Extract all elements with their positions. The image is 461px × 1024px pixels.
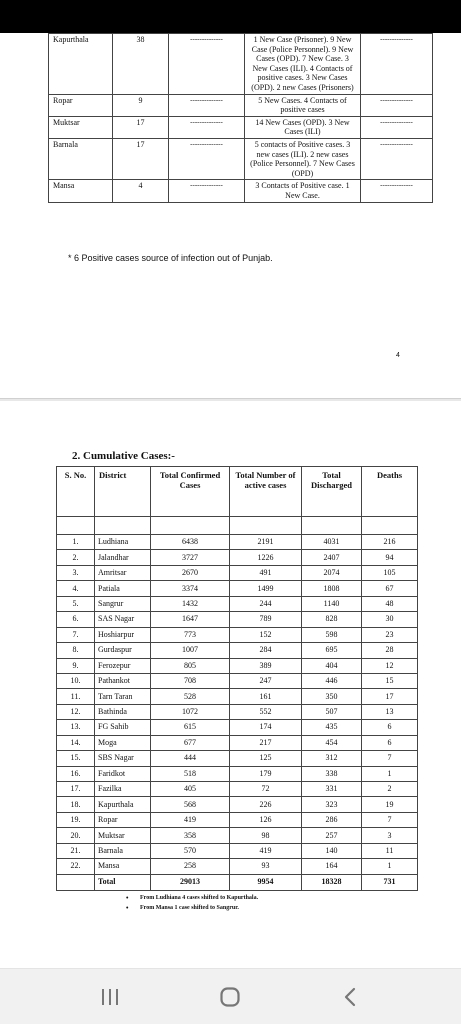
district-cell: Bathinda <box>95 704 151 719</box>
count-cell: 17 <box>113 116 169 138</box>
table-row <box>57 581 418 596</box>
page-number: 4 <box>396 352 400 359</box>
count-cell: 9 <box>113 94 169 116</box>
table-row <box>57 828 418 843</box>
blank-cell: -------------- <box>169 94 245 116</box>
header-district: District <box>95 467 151 517</box>
confirmed-cell: 570 <box>151 843 230 858</box>
table-row <box>49 34 433 95</box>
sno-cell: 14. <box>57 735 95 750</box>
discharged-cell: 2074 <box>302 565 362 580</box>
table-row <box>57 766 418 781</box>
district-cell: Fazilka <box>95 782 151 797</box>
discharged-cell: 312 <box>302 751 362 766</box>
district-cell: Ludhiana <box>95 535 151 550</box>
discharged-cell: 1140 <box>302 596 362 611</box>
district-cell: Hoshiarpur <box>95 627 151 642</box>
discharged-cell: 404 <box>302 658 362 673</box>
confirmed-cell: 444 <box>151 751 230 766</box>
confirmed-cell: 258 <box>151 859 230 874</box>
deaths-cell: 216 <box>362 535 418 550</box>
confirmed-cell: 805 <box>151 658 230 673</box>
table-row <box>57 535 418 550</box>
header-active: Total Number of active cases <box>230 467 302 517</box>
district-cell: Barnala <box>49 138 113 179</box>
discharged-cell: 350 <box>302 689 362 704</box>
details-cell: 14 New Cases (OPD). 3 New Cases (ILI) <box>245 116 361 138</box>
active-cell: 789 <box>230 612 302 627</box>
header-deaths: Deaths <box>362 467 418 517</box>
sno-cell: 18. <box>57 797 95 812</box>
active-cell: 389 <box>230 658 302 673</box>
active-cell: 491 <box>230 565 302 580</box>
section-title: 2. Cumulative Cases:- <box>72 450 175 462</box>
confirmed-cell: 677 <box>151 735 230 750</box>
district-cell: SBS Nagar <box>95 751 151 766</box>
sno-cell: 1. <box>57 535 95 550</box>
discharged-cell: 257 <box>302 828 362 843</box>
discharged-cell: 2407 <box>302 550 362 565</box>
details-cell: 5 New Cases. 4 Contacts of positive cases <box>245 94 361 116</box>
blank-cell: -------------- <box>169 138 245 179</box>
details-cell: 5 contacts of Positive cases. 3 new cases (ILI). 2 new cases (Police Personnel). 7 New Cases (OPD) <box>245 138 361 179</box>
confirmed-cell: 1647 <box>151 612 230 627</box>
confirmed-cell: 6438 <box>151 535 230 550</box>
discharged-cell: 435 <box>302 720 362 735</box>
confirmed-cell: 528 <box>151 689 230 704</box>
details-cell: 1 New Case (Prisoner). 9 New Case (Police Personnel). 9 New Cases (OPD). 7 New Case. 3 New Cases (ILI). 4 Contacts of positive cases. 3 New Cases (OPD). 2 new Cases (Prisoners) <box>245 34 361 95</box>
confirmed-cell: 773 <box>151 627 230 642</box>
table-row <box>57 735 418 750</box>
blank-cell: -------------- <box>169 116 245 138</box>
district-cell: Ropar <box>49 94 113 116</box>
deaths-cell: 12 <box>362 658 418 673</box>
district-cell: Ferozepur <box>95 658 151 673</box>
header-discharged: Total Discharged <box>302 467 362 517</box>
confirmed-cell: 3374 <box>151 581 230 596</box>
active-cell: 2191 <box>230 535 302 550</box>
table-row <box>57 782 418 797</box>
discharged-cell: 598 <box>302 627 362 642</box>
district-cell: Ropar <box>95 812 151 827</box>
discharged-cell: 331 <box>302 782 362 797</box>
table-row <box>57 673 418 688</box>
active-cell: 72 <box>230 782 302 797</box>
active-cell: 93 <box>230 859 302 874</box>
table-row <box>57 596 418 611</box>
deaths-cell: 30 <box>362 612 418 627</box>
recent-apps-button[interactable] <box>90 983 130 1011</box>
page-divider <box>0 398 461 401</box>
sno-cell: 11. <box>57 689 95 704</box>
count-cell: 17 <box>113 138 169 179</box>
table-spacer-row <box>57 517 418 535</box>
back-icon <box>342 987 358 1007</box>
confirmed-cell: 419 <box>151 812 230 827</box>
note-item: • From Mansa 1 case shifted to Sangrur. <box>126 903 258 913</box>
table-row <box>57 704 418 719</box>
table-row <box>57 658 418 673</box>
total-label: Total <box>95 874 151 890</box>
navigation-bar <box>0 968 461 1024</box>
table-row <box>57 627 418 642</box>
sno-cell: 2. <box>57 550 95 565</box>
deaths-cell: 94 <box>362 550 418 565</box>
discharged-cell: 454 <box>302 735 362 750</box>
deaths-cell: 3 <box>362 828 418 843</box>
sno-cell: 20. <box>57 828 95 843</box>
sno-cell: 12. <box>57 704 95 719</box>
blank-cell: -------------- <box>169 34 245 95</box>
district-cell: FG Sahib <box>95 720 151 735</box>
discharged-cell: 323 <box>302 797 362 812</box>
header-confirmed: Total Confirmed Cases <box>151 467 230 517</box>
active-cell: 125 <box>230 751 302 766</box>
table-row <box>57 643 418 658</box>
active-cell: 419 <box>230 843 302 858</box>
district-cell: Sangrur <box>95 596 151 611</box>
active-cell: 126 <box>230 812 302 827</box>
deaths-cell: 15 <box>362 673 418 688</box>
table-row <box>57 565 418 580</box>
blank-cell: -------------- <box>361 138 433 179</box>
deaths-cell: 2 <box>362 782 418 797</box>
confirmed-cell: 1072 <box>151 704 230 719</box>
active-cell: 161 <box>230 689 302 704</box>
active-cell: 552 <box>230 704 302 719</box>
discharged-cell: 338 <box>302 766 362 781</box>
deaths-cell: 67 <box>362 581 418 596</box>
confirmed-cell: 708 <box>151 673 230 688</box>
confirmed-cell: 2670 <box>151 565 230 580</box>
table-header-row <box>57 467 418 517</box>
district-cell: Gurdaspur <box>95 643 151 658</box>
deaths-cell: 13 <box>362 704 418 719</box>
discharged-cell: 446 <box>302 673 362 688</box>
active-cell: 226 <box>230 797 302 812</box>
back-button[interactable] <box>330 983 370 1011</box>
confirmed-cell: 358 <box>151 828 230 843</box>
confirmed-cell: 568 <box>151 797 230 812</box>
home-icon <box>219 986 241 1008</box>
home-button[interactable] <box>210 983 250 1011</box>
sno-cell: 4. <box>57 581 95 596</box>
district-cell: Barnala <box>95 843 151 858</box>
table-row <box>49 138 433 179</box>
recent-apps-icon <box>100 988 120 1006</box>
sno-cell: 9. <box>57 658 95 673</box>
active-cell: 1226 <box>230 550 302 565</box>
table-row <box>57 720 418 735</box>
deaths-cell: 105 <box>362 565 418 580</box>
active-cell: 179 <box>230 766 302 781</box>
sno-cell: 15. <box>57 751 95 766</box>
count-cell: 4 <box>113 180 169 202</box>
deaths-cell: 7 <box>362 751 418 766</box>
status-bar <box>0 0 461 33</box>
discharged-cell: 1808 <box>302 581 362 596</box>
blank-cell: -------------- <box>361 116 433 138</box>
sno-cell: 3. <box>57 565 95 580</box>
confirmed-cell: 615 <box>151 720 230 735</box>
active-cell: 284 <box>230 643 302 658</box>
discharged-cell: 286 <box>302 812 362 827</box>
table-row <box>49 94 433 116</box>
table-row <box>57 751 418 766</box>
deaths-cell: 7 <box>362 812 418 827</box>
header-sno: S. No. <box>57 467 95 517</box>
active-cell: 244 <box>230 596 302 611</box>
active-cell: 174 <box>230 720 302 735</box>
total-confirmed: 29013 <box>151 874 230 890</box>
deaths-cell: 6 <box>362 735 418 750</box>
table-row <box>57 859 418 874</box>
discharged-cell: 507 <box>302 704 362 719</box>
deaths-cell: 28 <box>362 643 418 658</box>
confirmed-cell: 3727 <box>151 550 230 565</box>
deaths-cell: 1 <box>362 859 418 874</box>
sno-cell: 16. <box>57 766 95 781</box>
confirmed-cell: 1007 <box>151 643 230 658</box>
sno-cell: 8. <box>57 643 95 658</box>
total-deaths: 731 <box>362 874 418 890</box>
district-cell: Kapurthala <box>95 797 151 812</box>
deaths-cell: 17 <box>362 689 418 704</box>
deaths-cell: 19 <box>362 797 418 812</box>
district-cell: Pathankot <box>95 673 151 688</box>
deaths-cell: 1 <box>362 766 418 781</box>
table-row <box>57 612 418 627</box>
sno-cell: 21. <box>57 843 95 858</box>
district-cell: Faridkot <box>95 766 151 781</box>
sno-cell: 17. <box>57 782 95 797</box>
district-cell: Muktsar <box>95 828 151 843</box>
confirmed-cell: 405 <box>151 782 230 797</box>
district-cell: Patiala <box>95 581 151 596</box>
district-cell: Jalandhar <box>95 550 151 565</box>
table-row <box>49 180 433 202</box>
active-cell: 247 <box>230 673 302 688</box>
table-row <box>57 797 418 812</box>
sno-cell: 19. <box>57 812 95 827</box>
confirmed-cell: 1432 <box>151 596 230 611</box>
blank-cell: -------------- <box>169 180 245 202</box>
district-cell: Mansa <box>95 859 151 874</box>
blank-cell: -------------- <box>361 34 433 95</box>
active-cell: 152 <box>230 627 302 642</box>
active-cell: 1499 <box>230 581 302 596</box>
discharged-cell: 828 <box>302 612 362 627</box>
confirmed-cell: 518 <box>151 766 230 781</box>
district-cell: Muktsar <box>49 116 113 138</box>
district-cell: Mansa <box>49 180 113 202</box>
note-item: • From Ludhiana 4 cases shifted to Kapurthala. <box>126 893 258 903</box>
new-cases-table-continued <box>48 33 433 203</box>
deaths-cell: 11 <box>362 843 418 858</box>
table-row <box>57 689 418 704</box>
sno-cell: 22. <box>57 859 95 874</box>
sno-cell: 10. <box>57 673 95 688</box>
cumulative-cases-table <box>56 466 418 891</box>
deaths-cell: 23 <box>362 627 418 642</box>
details-cell: 3 Contacts of Positive case. 1 New Case. <box>245 180 361 202</box>
total-active: 9954 <box>230 874 302 890</box>
active-cell: 217 <box>230 735 302 750</box>
active-cell: 98 <box>230 828 302 843</box>
district-cell: Tarn Taran <box>95 689 151 704</box>
sno-cell: 13. <box>57 720 95 735</box>
table-row <box>49 116 433 138</box>
table-row <box>57 843 418 858</box>
table-row <box>57 812 418 827</box>
district-cell: Moga <box>95 735 151 750</box>
total-row <box>57 874 418 890</box>
footnote: * 6 Positive cases source of infection out of Punjab. <box>68 253 273 263</box>
sno-cell: 5. <box>57 596 95 611</box>
discharged-cell: 695 <box>302 643 362 658</box>
sno-cell: 7. <box>57 627 95 642</box>
deaths-cell: 48 <box>362 596 418 611</box>
blank-cell: -------------- <box>361 180 433 202</box>
count-cell: 38 <box>113 34 169 95</box>
district-cell: SAS Nagar <box>95 612 151 627</box>
discharged-cell: 164 <box>302 859 362 874</box>
discharged-cell: 4031 <box>302 535 362 550</box>
district-cell: Kapurthala <box>49 34 113 95</box>
discharged-cell: 140 <box>302 843 362 858</box>
transfer-notes <box>126 893 258 913</box>
table-row <box>57 550 418 565</box>
district-cell: Amritsar <box>95 565 151 580</box>
deaths-cell: 6 <box>362 720 418 735</box>
total-discharged: 18328 <box>302 874 362 890</box>
blank-cell: -------------- <box>361 94 433 116</box>
sno-cell: 6. <box>57 612 95 627</box>
